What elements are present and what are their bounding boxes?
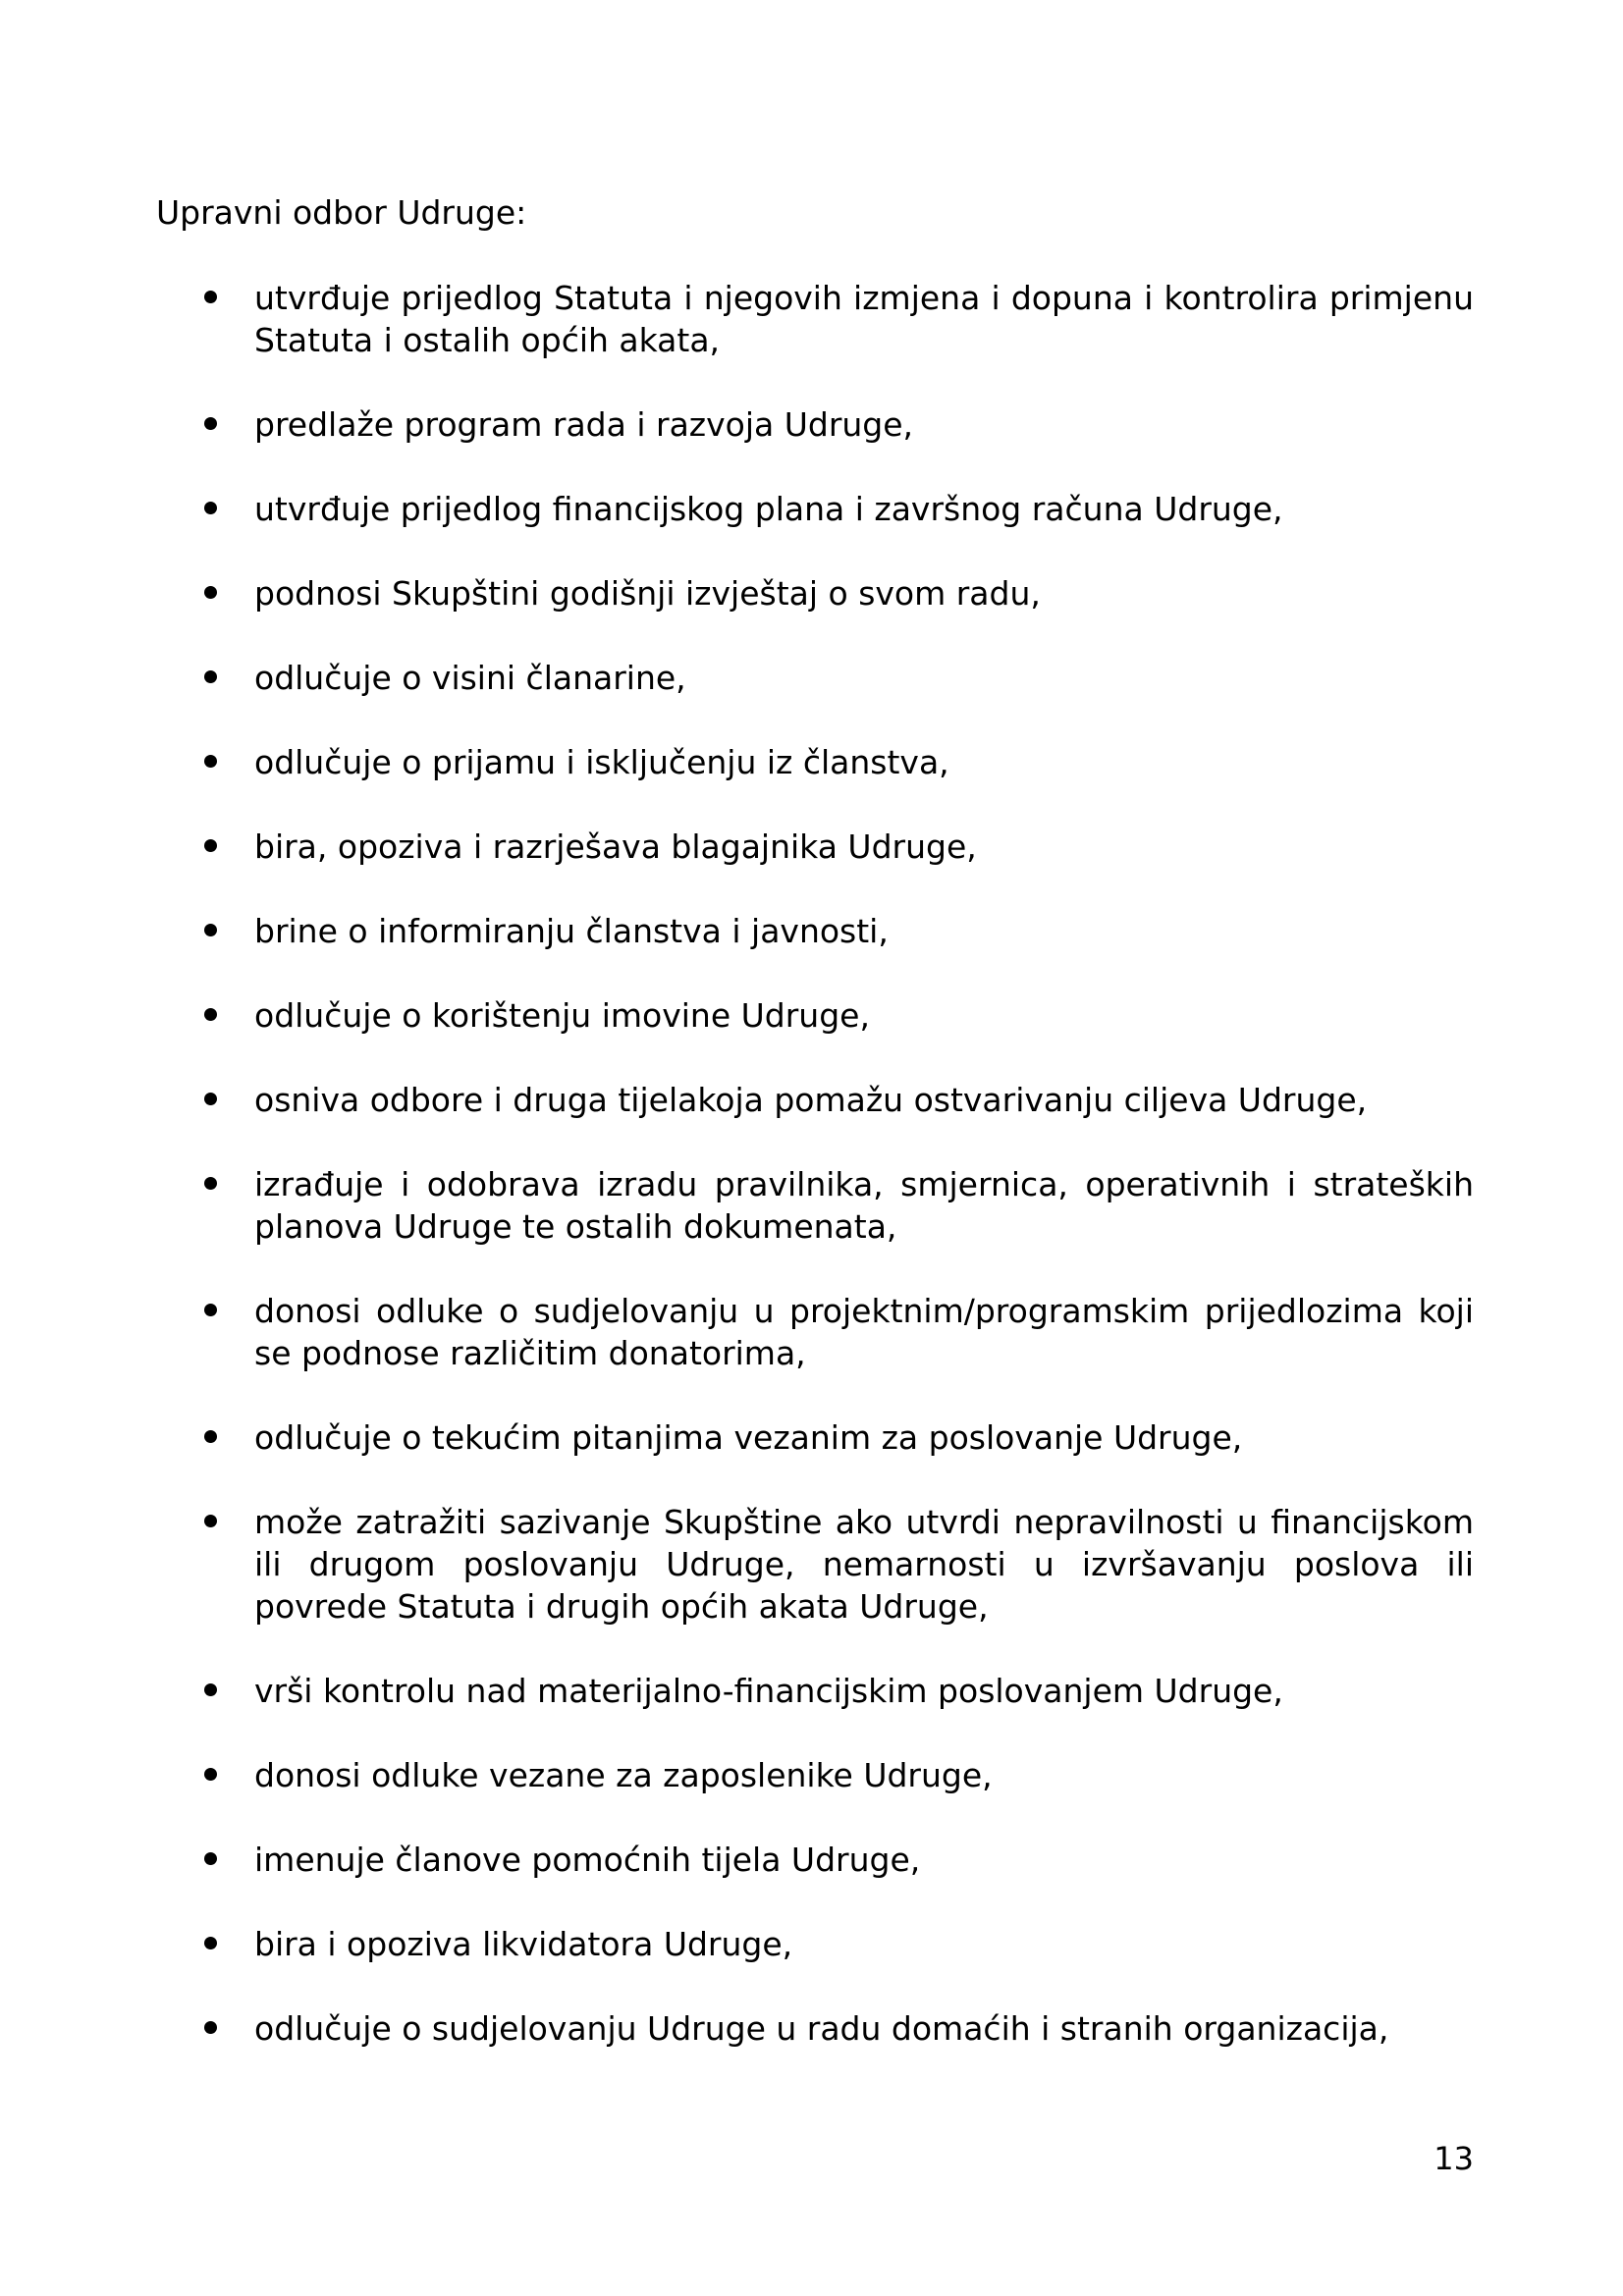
list-item [0,826,1623,868]
list-item-text: može zatražiti sazivanje Skupštine ako utvrdi nepravilnosti u financijskom ili drugom poslovanju Udruge, nemarnosti u izvršavanju poslova ili povrede Statuta i drugih općih akata Udruge, [254,1503,1474,1626]
list-item-text: odlučuje o sudjelovanju Udruge u radu domaćih i stranih organizacija, [254,2009,1389,2048]
bullet-icon [204,1768,217,1781]
list-item-text: imenuje članove pomoćnih tijela Udruge, [254,1841,921,1879]
list-item-text: podnosi Skupštini godišnji izvještaj o svom radu, [254,574,1041,613]
bullet-icon [204,1177,217,1190]
bullet-icon [204,1304,217,1316]
duties-list [0,277,1623,2092]
list-item [0,2007,1623,2050]
list-item [0,1416,1623,1459]
bullet-icon [204,2021,217,2034]
bullet-icon [204,502,217,514]
list-item [0,657,1623,699]
bullet-icon [204,755,217,768]
page-number: 13 [1434,2140,1474,2177]
bullet-icon [204,1515,217,1527]
list-item [0,1079,1623,1121]
list-item-text: predlaže program rada i razvoja Udruge, [254,405,914,444]
list-item-text: vrši kontrolu nad materijalno-financijskim poslovanjem Udruge, [254,1672,1283,1710]
bullet-icon [204,291,217,303]
list-item [0,488,1623,530]
list-item-text: odlučuje o visini članarine, [254,659,686,697]
bullet-icon [204,924,217,936]
list-item [0,277,1623,361]
list-item [0,741,1623,783]
list-item-text: osniva odbore i druga tijelakoja pomažu ostvarivanju ciljeva Udruge, [254,1081,1368,1119]
list-item [0,1163,1623,1248]
list-item [0,994,1623,1037]
list-item-text: utvrđuje prijedlog Statuta i njegovih izmjena i dopuna i kontrolira primjenu Statuta i ostalih općih akata, [254,279,1474,359]
bullet-icon [204,1852,217,1865]
bullet-icon [204,1430,217,1443]
list-item [0,403,1623,446]
list-item-text: bira, opoziva i razrješava blagajnika Udruge, [254,828,977,866]
list-item [0,1923,1623,1965]
bullet-icon [204,586,217,599]
list-item-text: odlučuje o tekućim pitanjima vezanim za poslovanje Udruge, [254,1418,1243,1457]
bullet-icon [204,1683,217,1696]
bullet-icon [204,1937,217,1949]
list-item-text: utvrđuje prijedlog financijskog plana i završnog računa Udruge, [254,490,1283,528]
bullet-icon [204,1093,217,1105]
list-item-text: donosi odluke vezane za zaposlenike Udruge, [254,1756,993,1794]
list-item-text: brine o informiranju članstva i javnosti, [254,912,889,950]
list-item [0,1290,1623,1374]
bullet-icon [204,417,217,430]
list-item-text: odlučuje o prijamu i isključenju iz članstva, [254,743,949,781]
bullet-icon [204,1008,217,1021]
list-item [0,1839,1623,1881]
list-item [0,910,1623,952]
list-item [0,1754,1623,1796]
bullet-icon [204,839,217,852]
bullet-icon [204,670,217,683]
list-item-text: odlučuje o korištenju imovine Udruge, [254,996,870,1035]
list-item [0,1501,1623,1628]
list-item-text: bira i opoziva likvidatora Udruge, [254,1925,793,1963]
list-item [0,1670,1623,1712]
list-item-text: izrađuje i odobrava izradu pravilnika, smjernica, operativnih i strateških planova Udruge te ostalih dokumenata, [254,1165,1474,1246]
list-item [0,572,1623,614]
list-item-text: donosi odluke o sudjelovanju u projektnim/programskim prijedlozima koji se podnose različitim donatorima, [254,1292,1474,1372]
intro-heading: Upravni odbor Udruge: [156,193,527,232]
